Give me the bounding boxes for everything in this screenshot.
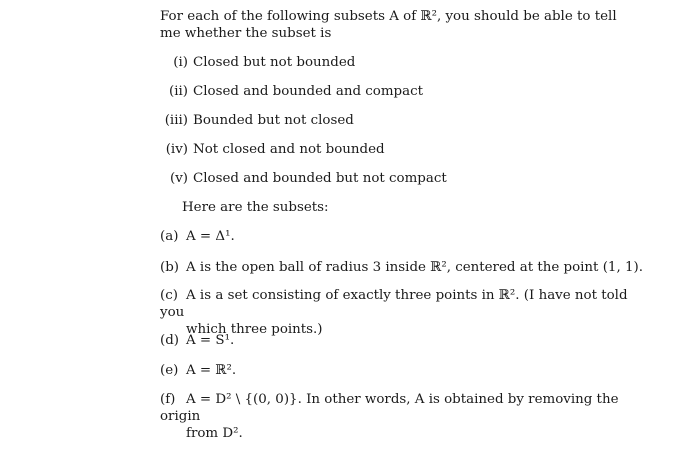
category-item [160,54,355,71]
subset-label: (b) [160,260,180,275]
subset-text: A = ℝ². [186,363,237,378]
category-item [160,170,447,187]
category-text: Bounded but not closed [193,113,354,128]
category-text: Not closed and not bounded [193,142,385,157]
subset-text: A = Δ¹. [186,229,235,244]
subset-label: (a) [160,229,179,244]
subset-text: A is the open ball of radius 3 inside ℝ², centered at the point (1, 1). [186,260,643,275]
intro-paragraph: For each of the following subsets A of ℝ², you should be able to tell me whether the subset is [160,9,617,41]
category-label: (i) [173,55,188,70]
subset-label: (e) [160,363,179,378]
subset-item [160,228,235,245]
category-label: (ii) [168,84,188,99]
category-text: Closed but not bounded [193,55,356,70]
category-label: (iii) [164,113,188,128]
subset-item [160,287,640,338]
subset-item [160,259,643,276]
subsets-heading: Here are the subsets: [182,200,329,215]
subset-text: A = S¹. [186,333,235,348]
subset-item [160,362,236,379]
subset-label: (d) [160,333,180,348]
category-label: (iv) [165,142,188,157]
subset-label: (f) [160,392,176,407]
subset-label: (c) [160,288,178,303]
category-label: (v) [169,171,188,186]
category-item [160,141,385,158]
category-item [160,112,354,129]
subset-continuation: from D². [186,426,243,441]
subset-text: A = D² \ {(0, 0)}. In other words, A is obtained by removing the origin [160,392,619,424]
category-text: Closed and bounded but not compact [193,171,447,186]
category-item [160,83,423,100]
category-text: Closed and bounded and compact [193,84,423,99]
subset-item [160,391,640,442]
subset-text: A is a set consisting of exactly three points in ℝ². (I have not told you [160,288,628,320]
subset-continuation: which three points.) [186,322,323,337]
subset-item [160,332,234,349]
